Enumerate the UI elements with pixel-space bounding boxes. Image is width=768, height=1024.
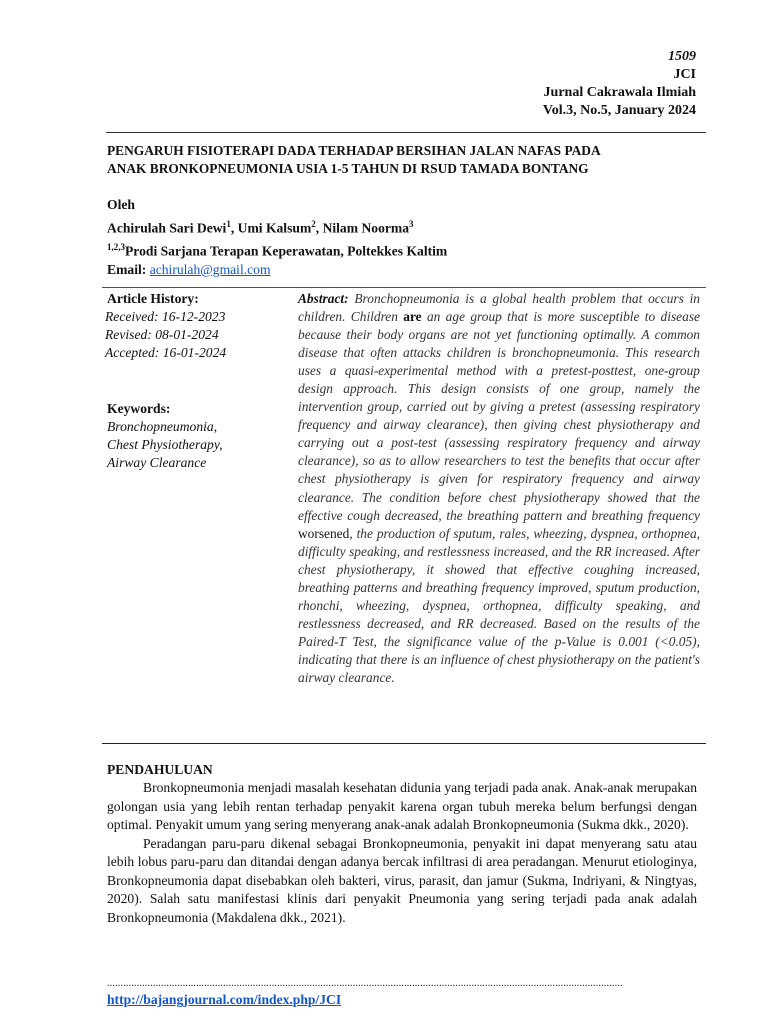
affiliation-line — [107, 238, 447, 261]
email-link[interactable]: achirulah@gmail.com — [149, 261, 271, 277]
page-number: 1509 — [668, 49, 696, 64]
keywords-label: Keywords: — [107, 401, 171, 416]
journal-volume: Vol.3, No.5, January 2024 — [542, 103, 696, 118]
abstract-text — [298, 290, 700, 687]
author-1: Achirulah Sari Dewi — [107, 220, 227, 236]
abstract-label: Abstract: — [298, 291, 349, 306]
author-block — [107, 196, 447, 279]
abstract-part-a: Bronchopneumonia is a global health problem that occurs in children. Children — [298, 291, 700, 325]
author-3-sup: 3 — [409, 218, 414, 229]
journal-abbr: JCI — [673, 67, 696, 82]
title-divider — [106, 132, 706, 133]
email-line — [107, 261, 447, 280]
title-line-1: PENGARUH FISIOTERAPI DADA TERHADAP BERSIHAN JALAN NAFAS PADA — [107, 143, 601, 158]
by-label: Oleh — [107, 197, 135, 212]
abstract-are: are — [403, 309, 422, 325]
author-1-sup: 1 — [226, 218, 231, 229]
paper-title — [107, 142, 707, 178]
section-body — [107, 779, 697, 927]
section-heading: PENDAHULUAN — [107, 762, 213, 777]
article-history-label: Article History: — [107, 291, 199, 306]
keyword-2: Chest Physiotherapy, — [107, 437, 223, 452]
author-list: Achirulah Sari Dewi$^1$, Umi Kalsum$^2$, Nilam Noorma$^3$ — [107, 218, 414, 236]
abstract-part-c: , the production of sputum, rales, wheezing, dyspnea, orthopnea, difficulty speaking, and restlessness increased, and the RR increased. After chest physiotherapy, it showed that effective coughing increased, breathing patterns and breathing frequency improved, sputum production, rhonchi, wheezing, dyspnea, orthopnea, difficulty speaking, and restlessness decreased, and RR decreased. Based on the results of the Paired-T Test, the significance value of the p-Value is 0.001 (<0.05), indicating that there is an influence of chest physiotherapy on the patient's airway clearance. — [298, 525, 700, 685]
keyword-3: Airway Clearance — [107, 455, 207, 470]
affiliation-sup: 1,2,3 — [107, 241, 125, 252]
abstract-part-b: an age group that is more susceptible to disease because their body organs are not yet functioning optimally. A common disease that often attacks children is bronchopneumonia. This research uses a quasi-experimental method with a pretest-posttest, one-group design approach. This design consists of one group, namely the intervention group, carried out by giving a pretest (assessing respiratory frequency and airway clearance), then giving chest physiotherapy and carrying out a post-test (assessing respiratory frequency and airway clearance), so as to allow researchers to test the benefits that occur after chest physiotherapy is given for respiratory frequency and airway clearance. The condition before chest physiotherapy showed that the effective cough decreased, the breathing pattern and breathing frequency — [298, 309, 700, 523]
email-label: Email: — [107, 261, 147, 277]
title-line-2: ANAK BRONKOPNEUMONIA USIA 1-5 TAHUN DI RSUD TAMADA BONTANG — [107, 161, 589, 176]
journal-url-link[interactable]: http://bajangjournal.com/index.php/JCI — [107, 992, 342, 1007]
article-info-column — [107, 290, 287, 472]
info-box-top-rule — [102, 287, 706, 288]
keyword-1: Bronchopneumonia, — [107, 419, 218, 434]
author-2-sup: 2 — [311, 218, 316, 229]
abstract-worsened: worsened — [298, 525, 350, 541]
revised-date: Revised: 08-01-2024 — [105, 327, 219, 342]
journal-name: Jurnal Cakrawala Ilmiah — [543, 85, 696, 100]
paragraph-2: Peradangan paru-paru dikenal sebagai Bronkopneumonia, penyakit ini dapat menyerang satu atau lebih lobus paru-paru dan ditandai dengan adanya bercak infiltrasi di area peradangan. Menurut etiologinya, Bronkopneumonia dapat disebabkan oleh bakteri, virus, parasit, dan jamur (Sukma, Indriyani, & Ningtyas, 2020). Salah satu manifestasi klinis dari penyakit Pneumonia yang sering terjadi pada anak adalah Bronkopneumonia (Makdalena dkk., 2021). — [107, 835, 697, 925]
author-3: Nilam Noorma — [322, 220, 410, 236]
accepted-date: Accepted: 16-01-2024 — [105, 345, 227, 360]
affiliation: Prodi Sarjana Terapan Keperawatan, Poltekkes Kaltim — [125, 243, 448, 259]
author-2: Umi Kalsum — [237, 220, 312, 236]
footer-dotted-rule: ............................................................................................................................................................................................... — [107, 978, 623, 989]
received-date: Received: 16-12-2023 — [105, 309, 226, 324]
journal-header — [543, 48, 696, 120]
paragraph-1: Bronkopneumonia menjadi masalah kesehatan didunia yang terjadi pada anak. Anak-anak merupakan golongan usia yang lebih rentan terhadap penyakit karena organ tubuh mereka belum berfungsi dengan optimal. Penyakit umum yang sering menyerang anak-anak adalah Bronkopneumonia (Sukma dkk., 2020). — [107, 780, 697, 832]
info-box-bottom-rule — [102, 743, 706, 744]
